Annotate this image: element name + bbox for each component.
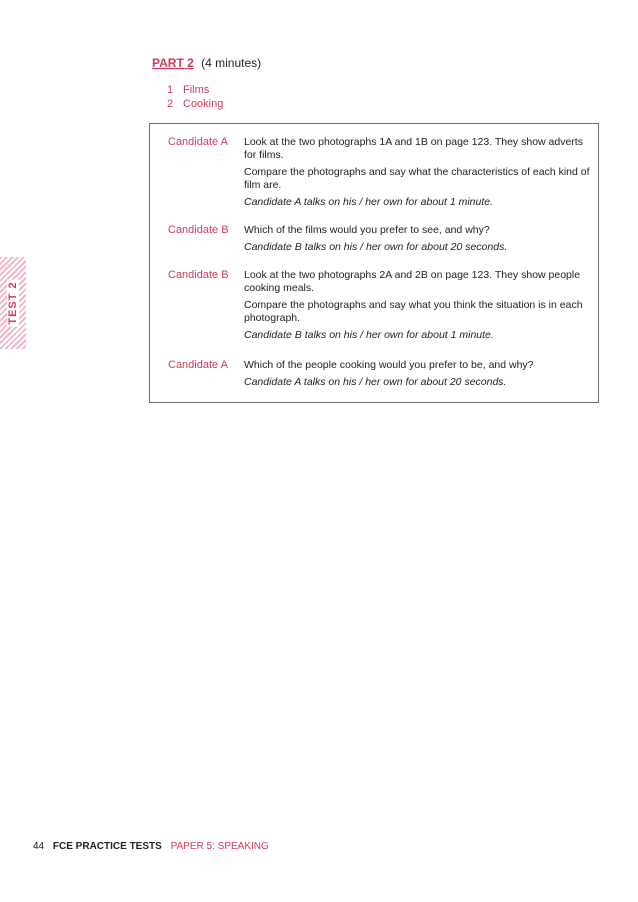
task-text: [244, 224, 590, 258]
series-title: FCE PRACTICE TESTS: [52, 841, 162, 852]
topic-item: [167, 83, 223, 97]
part-label: PART 2: [152, 56, 194, 70]
task-line: Which of the people cooking would you prefer to be, and why?: [244, 359, 534, 371]
part-heading: [152, 56, 261, 70]
task-text: [244, 136, 590, 213]
topic-name: Cooking: [183, 98, 224, 110]
topic-name: Films: [183, 84, 210, 96]
candidate-label: Candidate B: [168, 269, 229, 281]
task-line: Compare the photographs and say what the characteristics of each kind of film are.: [244, 166, 590, 191]
task-instruction: Candidate B talks on his / her own for about 20 seconds.: [244, 241, 508, 253]
task-instruction: Candidate B talks on his / her own for about 1 minute.: [244, 329, 494, 341]
paper-title: PAPER 5: SPEAKING: [170, 841, 269, 852]
topic-list: [167, 83, 223, 111]
page-number: 44: [33, 841, 45, 852]
side-tab-label: TEST 2: [7, 281, 19, 325]
side-tab: [0, 257, 26, 349]
topic-number: 2: [167, 98, 174, 110]
candidate-label: Candidate A: [168, 136, 228, 148]
task-text: [244, 359, 590, 393]
task-instruction: Candidate A talks on his / her own for about 20 seconds.: [244, 376, 507, 388]
topic-item: [167, 97, 223, 111]
task-box: [149, 123, 599, 403]
part-time: (4 minutes): [201, 56, 262, 70]
page-footer: [33, 841, 269, 852]
task-text: [244, 269, 590, 346]
task-line: Compare the photographs and say what you think the situation is in each photograph.: [244, 299, 583, 324]
task-instruction: Candidate A talks on his / her own for about 1 minute.: [244, 196, 494, 208]
task-line: Which of the films would you prefer to see, and why?: [244, 224, 490, 236]
task-line: Look at the two photographs 1A and 1B on page 123. They show adverts for films.: [244, 136, 583, 161]
task-line: Look at the two photographs 2A and 2B on page 123. They show people cooking meals.: [244, 269, 581, 294]
candidate-label: Candidate A: [168, 359, 228, 371]
topic-number: 1: [167, 84, 174, 96]
candidate-label: Candidate B: [168, 224, 229, 236]
